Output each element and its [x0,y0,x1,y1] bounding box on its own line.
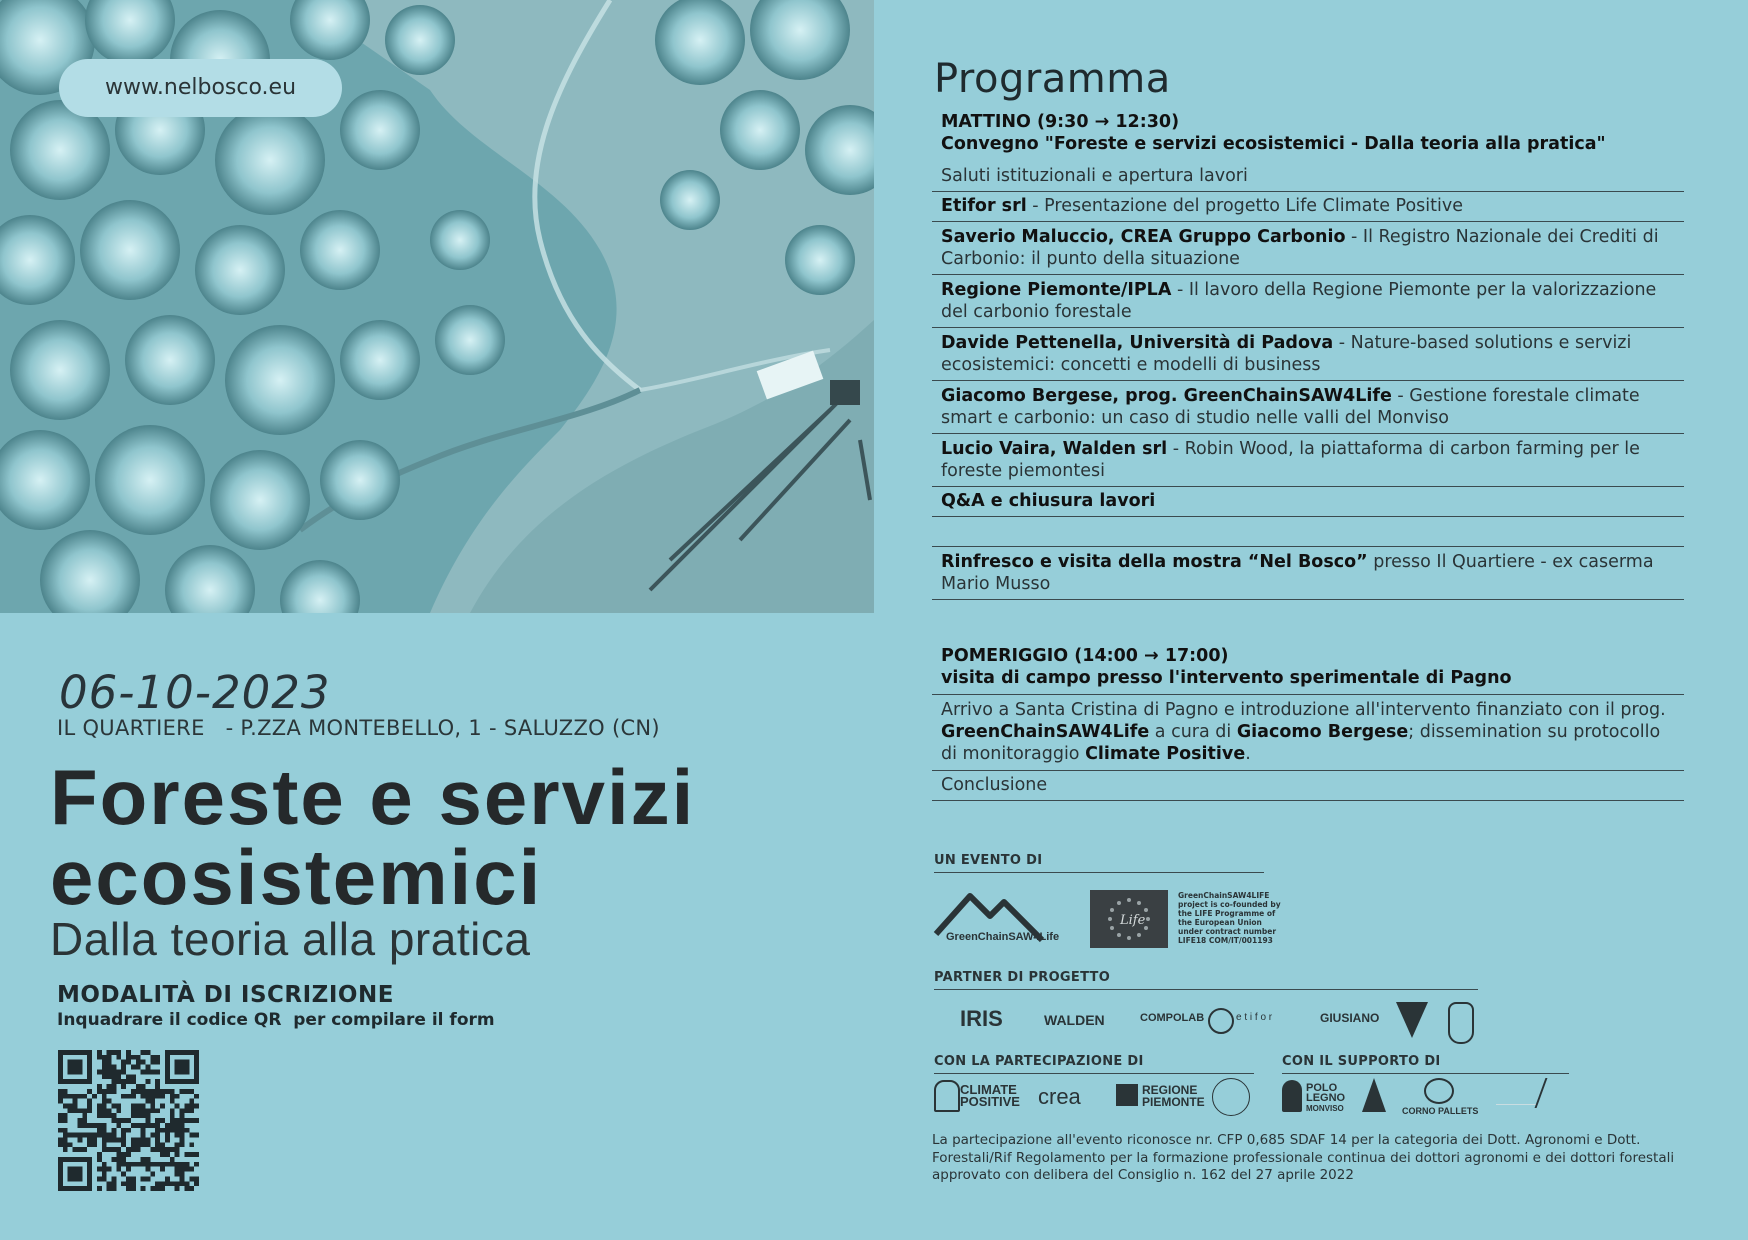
supporto-logos [1282,1078,1582,1120]
registration-text: Inquadrare il codice QR per compilare il form [57,1010,495,1030]
list-item: Q&A e chiusura lavori [932,487,1684,517]
partner-label: PARTNER DI PROGETTO [934,970,1478,990]
compolab-logo: COMPOLAB [1140,1012,1205,1024]
morning-title: Convegno "Foreste e servizi ecosistemici - Dalla teoria alla pratica" [941,134,1606,154]
faded-logo-icon [1496,1082,1536,1105]
un-evento-label: UN EVENTO DI [934,853,1264,873]
list-item: Regione Piemonte/IPLA - Il lavoro della Regione Piemonte per la valorizzazione del carbonio forestale [932,275,1684,328]
greenchain-logo [932,886,1062,948]
event-title-line2: ecosistemici [50,833,543,921]
corno-pallets-logo: CORNO PALLETS [1402,1106,1479,1116]
qr-code[interactable] [58,1050,199,1191]
etifor-logo: e t i f o r [1236,1012,1273,1023]
partecipazione-label: CON LA PARTECIPAZIONE DI [934,1054,1254,1074]
list-item: Etifor srl - Presentazione del progetto Life Climate Positive [932,192,1684,222]
eu-flag-logo [1090,890,1168,948]
list-item: Conclusione [932,771,1684,801]
list-item: Rinfresco e visita della mostra “Nel Bosco” presso Il Quartiere - ex caserma Mario Musso [932,547,1684,600]
corno-pallets-icon [1424,1078,1454,1104]
regione-piemonte-logo [1142,1084,1205,1108]
list-item-empty [932,517,1684,547]
legno-text: LEGNO [1306,1092,1346,1104]
diamond-logo-icon [1396,1002,1428,1038]
crest-logo-icon [1448,1002,1474,1044]
registration-title: MODALITÀ DI ISCRIZIONE [57,982,394,1008]
crea-logo: crea [1038,1084,1081,1109]
polo-text: POLO [1306,1082,1338,1094]
regione-piemonte-icon [1116,1084,1138,1106]
cfp-disclaimer: La partecipazione all'evento riconosce nr. CFP 0,685 SDAF 14 per la categoria dei Dott. Agronomi e Dott. Forestali/Rif Regolamento per la formazione professionale continua dei dottori agronomi e dei dottori forestali approvato con delibera del Consiglio n. 162 del 27 aprile 2022 [932,1132,1675,1183]
event-title [50,753,696,921]
polo-legno-icon [1282,1080,1302,1112]
list-item: Davide Pettenella, Università di Padova - Nature-based solutions e servizi ecosistemici: concetti e modelli di business [932,328,1684,381]
etifor-icon [1208,1008,1234,1034]
af-logo-icon [1535,1078,1570,1108]
regione-text: REGIONE [1142,1083,1198,1097]
polo-legno-logo [1306,1083,1345,1114]
event-subtitle: Dalla teoria alla pratica [50,913,531,965]
greenchain-logo-text: GreenChainSAW4Life [946,931,1060,943]
event-date: 06-10-2023 [59,666,331,719]
partecipazione-logos [934,1078,1264,1120]
climate-text: CLIMATE [960,1082,1017,1097]
afternoon-time: POMERIGGIO (14:00 → 17:00) [941,646,1229,666]
list-item: Saluti istituzionali e apertura lavori [932,162,1684,192]
list-item: Giacomo Bergese, prog. GreenChainSAW4Life - Gestione forestale climate smart e carbonio: un caso di studio nelle valli del Monviso [932,381,1684,434]
climate-positive-icon [934,1080,960,1112]
afternoon-program-list [932,694,1684,801]
chess-knight-icon [1362,1078,1386,1112]
list-item: Lucio Vaira, Walden srl - Robin Wood, la piattaforma di carbon farming per le foreste piemontesi [932,434,1684,487]
event-title-line1: Foreste e servizi [50,753,696,841]
list-item: Arrivo a Santa Cristina di Pagno e introduzione all'intervento finanziato con il prog. GreenChainSAW4Life a cura di Giacomo Bergese; dissemination su protocollo di monitoraggio Climate Positive. [932,695,1684,771]
partner-logos [938,1000,1478,1044]
positive-text: POSITIVE [960,1094,1020,1109]
programma-heading: Programma [934,56,1171,102]
morning-time: MATTINO (9:30 → 12:30) [941,112,1180,132]
eu-funding-text: GreenChainSAW4LIFE project is co-founded by the LIFE Programme of the European Union under contract number LIFE18 COM/IT/001193 [1178,891,1281,945]
supporto-label: CON IL SUPPORTO DI [1282,1054,1569,1074]
giusiano-logo: GIUSIANO [1320,1011,1380,1025]
monviso-text: MONVISO [1306,1104,1344,1113]
afternoon-title: visita di campo presso l'intervento sperimentale di Pagno [941,668,1512,688]
eu-life-text: Life [1120,913,1146,928]
university-seal-icon [1212,1078,1250,1116]
walden-logo: WALDEN [1044,1012,1105,1028]
list-item: Saverio Maluccio, CREA Gruppo Carbonio - Il Registro Nazionale dei Crediti di Carbonio: il punto della situazione [932,222,1684,275]
iris-logo: IRIS [960,1006,1003,1031]
piemonte-text: PIEMONTE [1142,1095,1205,1109]
event-venue: IL QUARTIERE - P.ZZA MONTEBELLO, 1 - SALUZZO (CN) [57,716,660,740]
morning-program-list [932,162,1684,600]
climate-positive-logo [960,1084,1020,1108]
website-badge[interactable]: www.nelbosco.eu [59,59,342,117]
